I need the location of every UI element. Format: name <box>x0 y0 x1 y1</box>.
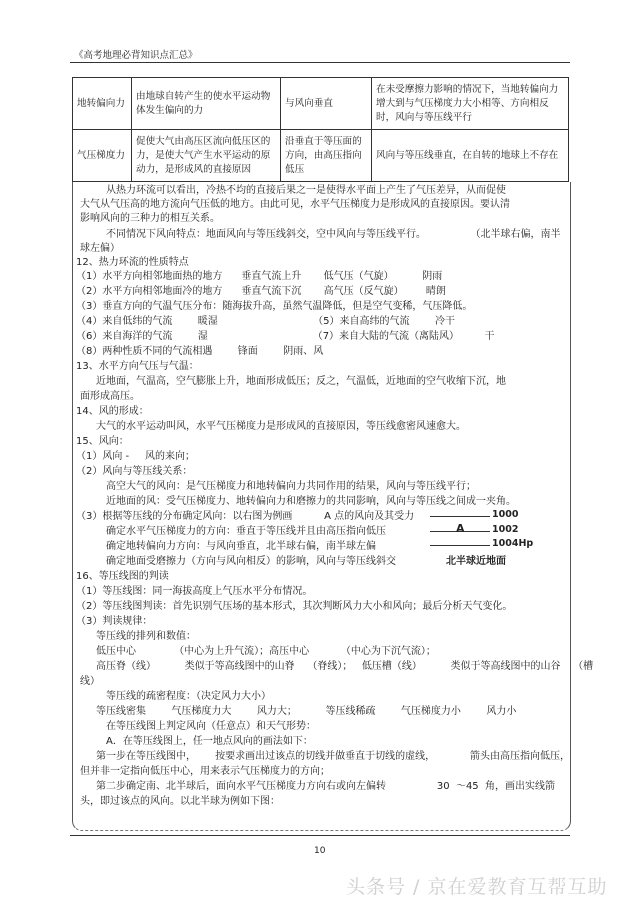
section-heading: 14、风的形成： <box>76 406 149 417</box>
text-line: 影响风向的三种力的相互关系。 <box>80 213 220 224</box>
text-line: 等压线密集 气压梯度力大 风力大； 等压线稀疏 气压梯度力小 风力小 <box>96 706 517 717</box>
text-line: （3）垂直方向的气温气压分布：随海拔升高，虽然气温降低，但是空气变稀，气压降低。 <box>76 301 473 312</box>
text-line: 第一步在等压线图中， 按要求画出过该点的切线并做垂直于切线的虚线， 箭头由高压指向低压， <box>96 751 571 762</box>
text-line: 线） <box>80 676 100 687</box>
table-cell: 促使大气由高压区流向低压区的力，是使大气产生水平运动的原动力，是形成风的直接原因 <box>132 130 281 182</box>
text-line: 近地面，气温高，空气膨胀上升，地面形成低压；反之，气温低，近地面的空气收缩下沉，地 <box>96 376 506 387</box>
isobar-label: 1000 <box>492 509 519 520</box>
text-line: 近地面的风：受气压梯度力、地转偏向力和磨擦力的共同影响，风向与等压线之间成一夹角。 <box>106 496 516 507</box>
text-line: 确定地转偏向力方向：与风向垂直，北半球右偏，南半球左偏 <box>106 541 376 552</box>
figure-caption: 北半球近地面 <box>446 556 506 567</box>
footer-rule <box>70 835 570 836</box>
point-a-label: A <box>456 522 465 535</box>
text-line: （6）来自海洋的气流 湿 （7）来自大陆的气流（离陆风） 干 <box>76 331 495 342</box>
text-line: 在等压线图上判定风向（任意点）和天气形势： <box>106 721 316 732</box>
isobar-line <box>430 545 490 546</box>
section-heading: 16、等压线图的判读 <box>76 571 169 582</box>
text-line: 高空大气的风向：是气压梯度力和地转偏向力共同作用的结果，风向与等压线平行； <box>106 481 476 492</box>
text-line: 面形成高压。 <box>80 391 140 402</box>
table-cell: 地转偏向力 <box>73 78 132 130</box>
table-row <box>73 130 569 182</box>
force-comparison-table <box>72 77 569 182</box>
text-line: （3）判读规律： <box>76 616 153 627</box>
text-line: 高压脊（线） 类似于等高线图中的山脊 （脊线）； 低压槽（线） 类似于等高线图中的山谷 （槽 <box>96 661 594 672</box>
isobar-line <box>430 516 490 517</box>
table-row <box>73 78 569 130</box>
header-rule <box>70 62 570 63</box>
text-line: （4）来自低纬的气流 暖湿 （5）来自高纬的气流 冷干 <box>76 316 455 327</box>
text-line: （8）两种性质不同的气流相遇 锋面 阴雨、风 <box>76 346 324 357</box>
section-heading: 12、热力环流的性质特点 <box>76 257 189 268</box>
text-line: 第二步确定南、北半球后，面向水平气压梯度力方向右或向左偏转 30 ～45 角，画出实线箭 <box>96 781 556 792</box>
text-line: （2）等压线图判读：首先识别气压场的基本形式，其次判断风力大小和风向；最后分析天气变化。 <box>76 601 513 612</box>
text-line: 从热力环流可以看出，冷热不均的直接后果之一是使得水平面上产生了气压差异，从而促使 <box>106 185 506 196</box>
text-line: 但并非一定指向低压中心，用来表示气压梯度力的方向； <box>80 766 330 777</box>
document-header-title: 《高考地理必背知识点汇总》 <box>74 50 198 61</box>
text-line: （1）风向 - 风的来向； <box>76 451 196 462</box>
text-line: 球左偏） <box>80 243 120 254</box>
text-line: A．在等压线图上，任一地点风向的画法如下： <box>106 736 313 747</box>
table-cell: 气压梯度力 <box>73 130 132 182</box>
isobar-label: 1004Hp <box>492 538 534 549</box>
text-line: 大气的水平运动叫风，水平气压梯度力是形成风的直接原因，等压线愈密风速愈大。 <box>96 421 466 432</box>
text-line: （2）水平方向相邻地面冷的地方 垂直气流下沉 高气压（反气旋） 晴朗 <box>76 286 446 297</box>
text-line: 等压线的疏密程度：（决定风力大小） <box>106 691 271 702</box>
text-line: （1）等压线图：同一海拔高度上气压水平分布情况。 <box>76 586 313 597</box>
watermark: 头条号 / 京在爱教育互帮互助 <box>346 876 608 898</box>
text-line: 不同情况下风向特点：地面风向与等压线斜交，空中风向与等压线平行。 （北半球右偏，南半 <box>106 229 561 240</box>
section-heading: 13、水平方向气压与气温： <box>76 361 199 372</box>
section-heading: 15、风向： <box>76 436 129 447</box>
text-line: （1）水平方向相邻地面热的地方 垂直气流上升 低气压（气旋） 阴雨 <box>76 271 443 282</box>
table-cell: 沿垂直于等压面的方向，由高压指向低压 <box>281 130 372 182</box>
text-line: （2）风向与等压线关系： <box>76 466 193 477</box>
text-line: 低压中心 （中心为上升气流）；高压中心 （中心为下沉气流）； <box>96 646 436 657</box>
table-cell: 在未受摩擦力影响的情况下，当地转偏向力增大到与气压梯度力大小相等、方向相反时，风向与等压线平行 <box>372 78 569 130</box>
page-number: 10 <box>314 846 326 856</box>
isobar-label: 1002 <box>492 524 519 535</box>
text-line: 确定地面受磨擦力（方向与风向相反）的影响，风向与等压线斜交 <box>106 556 396 567</box>
text-line: （3）根据等压线的分布确定风向：以右图为例画 A 点的风向及其受力 <box>76 511 415 522</box>
table-cell: 由地球自转产生的使水平运动物体发生偏向的力 <box>132 78 281 130</box>
text-line: 头，即过该点的风向。以北半球为例如下图： <box>80 796 280 807</box>
text-line: 等压线的排列和数值： <box>96 631 196 642</box>
text-line: 大气从气压高的地方流向气压低的地方。由此可见，水平气压梯度力是形成风的直接原因。要认清 <box>80 199 510 210</box>
table-cell: 与风向垂直 <box>281 78 372 130</box>
text-line: 确定水平气压梯度力的方向：垂直于等压线并且由高压指向低压 <box>106 526 386 537</box>
table-cell: 风向与等压线垂直，在自转的地球上不存在 <box>372 130 569 182</box>
